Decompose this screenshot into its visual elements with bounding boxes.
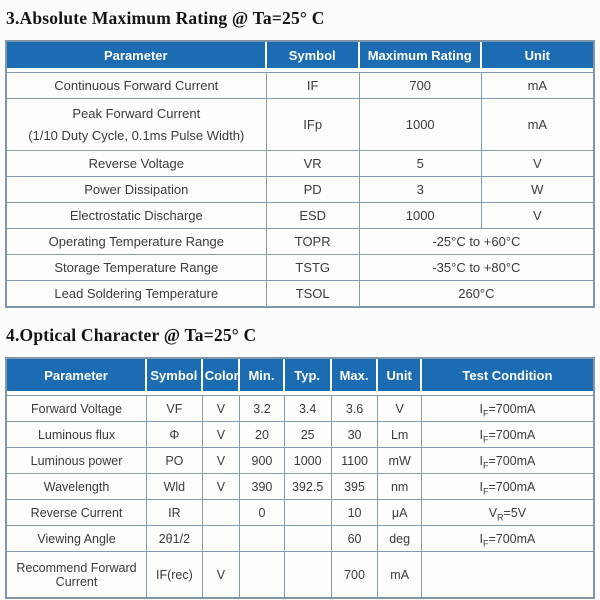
table-row xyxy=(7,551,593,597)
rating-cell: 1000 xyxy=(360,202,482,228)
section4-heading: 4.Optical Character @ Ta=25° C xyxy=(6,325,257,345)
symbol-cell: PO xyxy=(147,447,203,473)
typ-cell: 1000 xyxy=(285,447,332,473)
symbol-cell: Wld xyxy=(147,473,203,499)
table-row xyxy=(7,525,593,551)
test-value: =700mA xyxy=(488,531,536,546)
color-cell xyxy=(203,499,241,525)
test-subscript: R xyxy=(497,512,504,522)
symbol-cell: PD xyxy=(267,176,360,202)
absolute-maximum-rating-table xyxy=(5,40,595,308)
test-value: =700mA xyxy=(488,453,536,468)
param-cell: Luminous flux xyxy=(7,421,147,447)
color-cell: V xyxy=(203,473,241,499)
unit-cell: μA xyxy=(378,499,421,525)
param-cell xyxy=(7,98,267,150)
rating-cell: 3 xyxy=(360,176,482,202)
typ-cell: 392.5 xyxy=(285,473,332,499)
max-cell: 1100 xyxy=(332,447,379,473)
unit-cell: V xyxy=(482,150,593,176)
typ-cell: 3.4 xyxy=(285,395,332,421)
color-cell: V xyxy=(203,551,241,597)
test-value: =5V xyxy=(503,505,527,520)
param-note: (1/10 Duty Cycle, 0.1ms Pulse Width) xyxy=(28,128,245,143)
min-cell: 20 xyxy=(240,421,285,447)
table-row xyxy=(7,473,593,499)
typ-cell xyxy=(285,525,332,551)
col-header-parameter: Parameter xyxy=(7,359,147,395)
param-cell: Reverse Current xyxy=(7,499,147,525)
min-cell: 3.2 xyxy=(240,395,285,421)
max-cell: 395 xyxy=(332,473,379,499)
test-subscript: F xyxy=(482,408,489,418)
table-row xyxy=(7,421,593,447)
param-cell: Wavelength xyxy=(7,473,147,499)
col-header-color: Color xyxy=(203,359,241,395)
test-subscript: F xyxy=(482,460,489,470)
col-header-typ: Typ. xyxy=(285,359,332,395)
col-header-min: Min. xyxy=(240,359,285,395)
unit-cell: mA xyxy=(482,72,593,98)
table-row xyxy=(7,98,593,150)
color-cell: V xyxy=(203,447,241,473)
symbol-cell: TSTG xyxy=(267,254,360,280)
max-cell: 30 xyxy=(332,421,379,447)
test-condition-cell xyxy=(422,447,593,473)
optical-character-table xyxy=(5,357,595,599)
param-line1: Peak Forward Current xyxy=(72,106,201,121)
table-row xyxy=(7,447,593,473)
test-condition-cell xyxy=(422,499,593,525)
color-cell: V xyxy=(203,395,241,421)
min-cell xyxy=(240,551,285,597)
symbol-cell: IF(rec) xyxy=(147,551,203,597)
table1-header-row xyxy=(7,42,593,72)
param-cell: Power Dissipation xyxy=(7,176,267,202)
max-cell: 700 xyxy=(332,551,379,597)
test-subscript: F xyxy=(482,486,489,496)
min-cell: 0 xyxy=(240,499,285,525)
rating-span-cell: 260°C xyxy=(360,280,593,306)
rating-cell: 700 xyxy=(360,72,482,98)
symbol-cell: TSOL xyxy=(267,280,360,306)
min-cell xyxy=(240,525,285,551)
param-cell: Forward Voltage xyxy=(7,395,147,421)
unit-cell: V xyxy=(378,395,421,421)
test-base: V xyxy=(488,505,498,520)
test-condition-cell xyxy=(422,525,593,551)
table-row xyxy=(7,254,593,280)
max-cell: 60 xyxy=(332,525,379,551)
col-header-symbol: Symbol xyxy=(147,359,203,395)
param-cell: Lead Soldering Temperature xyxy=(7,280,267,306)
typ-cell: 25 xyxy=(285,421,332,447)
symbol-cell: VF xyxy=(147,395,203,421)
rating-span-cell: -35°C to +80°C xyxy=(360,254,593,280)
table-row xyxy=(7,150,593,176)
color-cell xyxy=(203,525,241,551)
unit-cell: nm xyxy=(378,473,421,499)
param-cell: Storage Temperature Range xyxy=(7,254,267,280)
test-value: =700mA xyxy=(488,427,536,442)
min-cell: 390 xyxy=(240,473,285,499)
color-cell: V xyxy=(203,421,241,447)
test-condition-cell xyxy=(422,395,593,421)
param-cell: Continuous Forward Current xyxy=(7,72,267,98)
table-row xyxy=(7,202,593,228)
symbol-cell: Φ xyxy=(147,421,203,447)
test-subscript: F xyxy=(482,434,489,444)
col-header-max: Max. xyxy=(332,359,379,395)
table2-header-row xyxy=(7,359,593,395)
param-cell: Viewing Angle xyxy=(7,525,147,551)
symbol-cell: TOPR xyxy=(267,228,360,254)
unit-cell: W xyxy=(482,176,593,202)
symbol-cell: VR xyxy=(267,150,360,176)
max-cell: 3.6 xyxy=(332,395,379,421)
symbol-cell: 2θ1/2 xyxy=(147,525,203,551)
table-row xyxy=(7,395,593,421)
max-cell: 10 xyxy=(332,499,379,525)
symbol-cell: IFp xyxy=(267,98,360,150)
section3-heading: 3.Absolute Maximum Rating @ Ta=25° C xyxy=(6,8,325,28)
rating-cell: 5 xyxy=(360,150,482,176)
param-cell: Luminous power xyxy=(7,447,147,473)
table-row xyxy=(7,280,593,306)
test-condition-cell xyxy=(422,551,593,597)
param-cell: Recommend Forward Current xyxy=(7,551,147,597)
param-cell: Electrostatic Discharge xyxy=(7,202,267,228)
test-base: I xyxy=(479,453,483,468)
table-row xyxy=(7,499,593,525)
col-header-unit: Unit xyxy=(482,42,593,72)
unit-cell: deg xyxy=(378,525,421,551)
symbol-cell: ESD xyxy=(267,202,360,228)
test-value: =700mA xyxy=(488,401,536,416)
table-row xyxy=(7,176,593,202)
test-value: =700mA xyxy=(488,479,536,494)
typ-cell xyxy=(285,499,332,525)
param-cell: Reverse Voltage xyxy=(7,150,267,176)
unit-cell: mA xyxy=(482,98,593,150)
symbol-cell: IF xyxy=(267,72,360,98)
test-base: I xyxy=(479,427,483,442)
rating-span-cell: -25°C to +60°C xyxy=(360,228,593,254)
col-header-test-condition: Test Condition xyxy=(422,359,593,395)
test-subscript: F xyxy=(482,538,489,548)
param-cell: Operating Temperature Range xyxy=(7,228,267,254)
test-condition-cell xyxy=(422,421,593,447)
test-base: I xyxy=(479,531,483,546)
min-cell: 900 xyxy=(240,447,285,473)
symbol-cell: IR xyxy=(147,499,203,525)
test-base: I xyxy=(479,401,483,416)
typ-cell xyxy=(285,551,332,597)
unit-cell: mW xyxy=(378,447,421,473)
table-row xyxy=(7,72,593,98)
col-header-maximum-rating: Maximum Rating xyxy=(360,42,482,72)
test-base: I xyxy=(479,479,483,494)
unit-cell: Lm xyxy=(378,421,421,447)
col-header-unit: Unit xyxy=(378,359,421,395)
rating-cell: 1000 xyxy=(360,98,482,150)
test-condition-cell xyxy=(422,473,593,499)
table-row xyxy=(7,228,593,254)
col-header-parameter: Parameter xyxy=(7,42,267,72)
col-header-symbol: Symbol xyxy=(267,42,360,72)
unit-cell: mA xyxy=(378,551,421,597)
unit-cell: V xyxy=(482,202,593,228)
